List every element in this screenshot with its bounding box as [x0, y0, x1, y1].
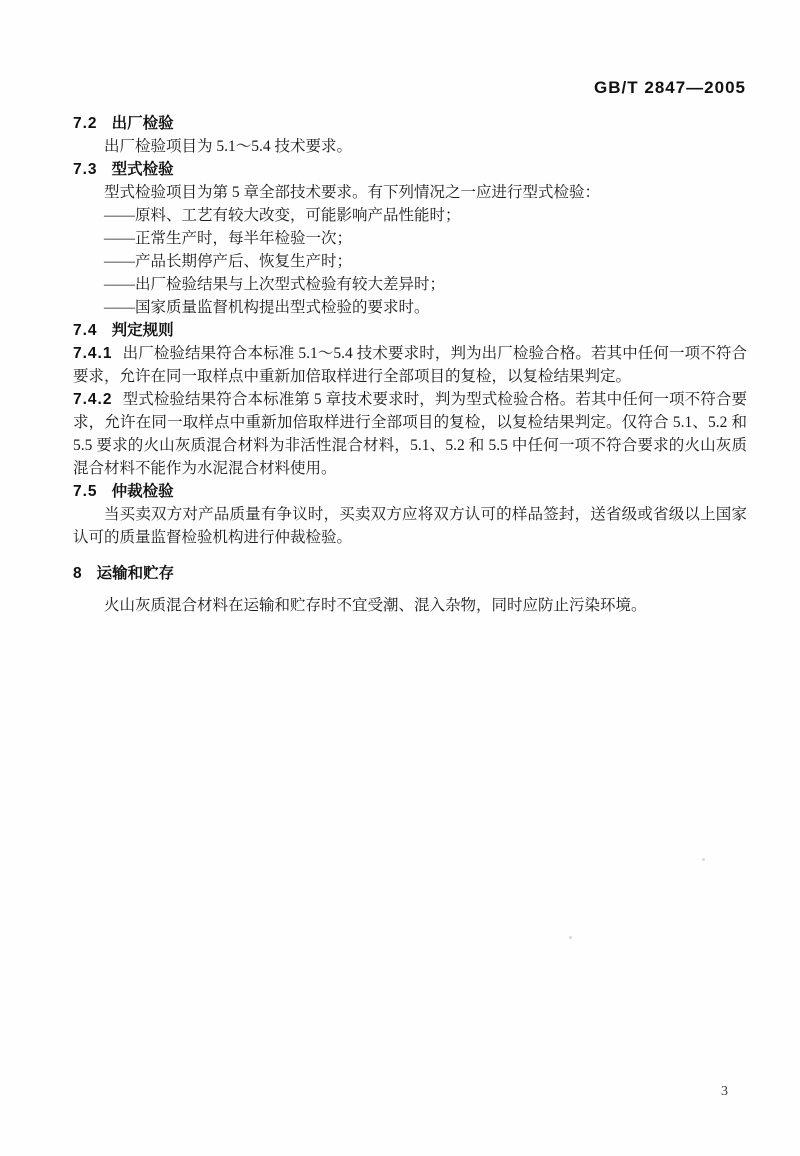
dash-list-item: ——正常生产时，每半年检验一次； [104, 230, 353, 247]
page-number: 3 [721, 1084, 728, 1099]
section-number: 8 [73, 565, 83, 582]
body-paragraph: 出厂检验项目为 5.1～5.4 技术要求。 [104, 138, 353, 155]
section-number: 7.4 [73, 322, 98, 339]
clause-paragraph-7.4.2 [73, 388, 747, 480]
clause-number: 7.4.2 [73, 391, 113, 408]
section-number: 7.3 [73, 161, 98, 178]
section-heading-7.2 [73, 112, 747, 135]
scan-speck [569, 936, 572, 939]
dash-list-item: ——产品长期停产后、恢复生产时； [104, 253, 353, 270]
clause-number: 7.4.1 [73, 345, 113, 362]
dash-list-item: ——原料、工艺有较大改变，可能影响产品性能时； [104, 207, 461, 224]
scan-speck [702, 858, 705, 861]
standard-number: GB/T 2847—2005 [594, 78, 746, 97]
document-content [73, 112, 747, 617]
section-heading-7.4 [73, 319, 747, 342]
clause-text: 出厂检验结果符合本标准 5.1～5.4 技术要求时，判为出厂检验合格。若其中任何一项不符合要求，允许在同一取样点中重新加倍取样进行全部项目的复检，以复检结果判定。 [73, 345, 747, 385]
clause-text: 型式检验结果符合本标准第 5 章技术要求时，判为型式检验合格。若其中任何一项不符合要求，允许在同一取样点中重新加倍取样进行全部项目的复检，以复检结果判定。仅符合 5.1、5.2 和 5.5 要求的火山灰质混合材料为非活性混合材料，5.1、5.2 和 5.5 中任何一项不符合要求的火山灰质混合材料不能作为水泥混合材料使用。 [73, 391, 747, 477]
section-number: 7.5 [73, 483, 98, 500]
section-heading-7.3 [73, 158, 747, 181]
section-number: 7.2 [73, 115, 98, 132]
body-paragraph: 型式检验项目为第 5 章全部技术要求。有下列情况之一应进行型式检验： [104, 184, 601, 201]
section-title: 运输和贮存 [96, 565, 175, 582]
chapter-heading-8 [73, 562, 747, 585]
section-heading-7.5 [73, 480, 747, 503]
section-title: 判定规则 [111, 322, 174, 339]
dash-list-item: ——国家质量监督机构提出型式检验的要求时。 [104, 299, 430, 316]
body-paragraph: 当买卖双方对产品质量有争议时，买卖双方应将双方认可的样品签封，送省级或省级以上国家认可的质量监督检验机构进行仲裁检验。 [73, 506, 747, 546]
body-paragraph: 火山灰质混合材料在运输和贮存时不宜受潮、混入杂物，同时应防止污染环境。 [104, 597, 647, 614]
clause-paragraph-7.4.1 [73, 342, 747, 388]
section-title: 出厂检验 [111, 115, 174, 132]
dash-list-item: ——出厂检验结果与上次型式检验有较大差异时； [104, 276, 446, 293]
section-title: 仲裁检验 [111, 483, 174, 500]
section-title: 型式检验 [111, 161, 174, 178]
